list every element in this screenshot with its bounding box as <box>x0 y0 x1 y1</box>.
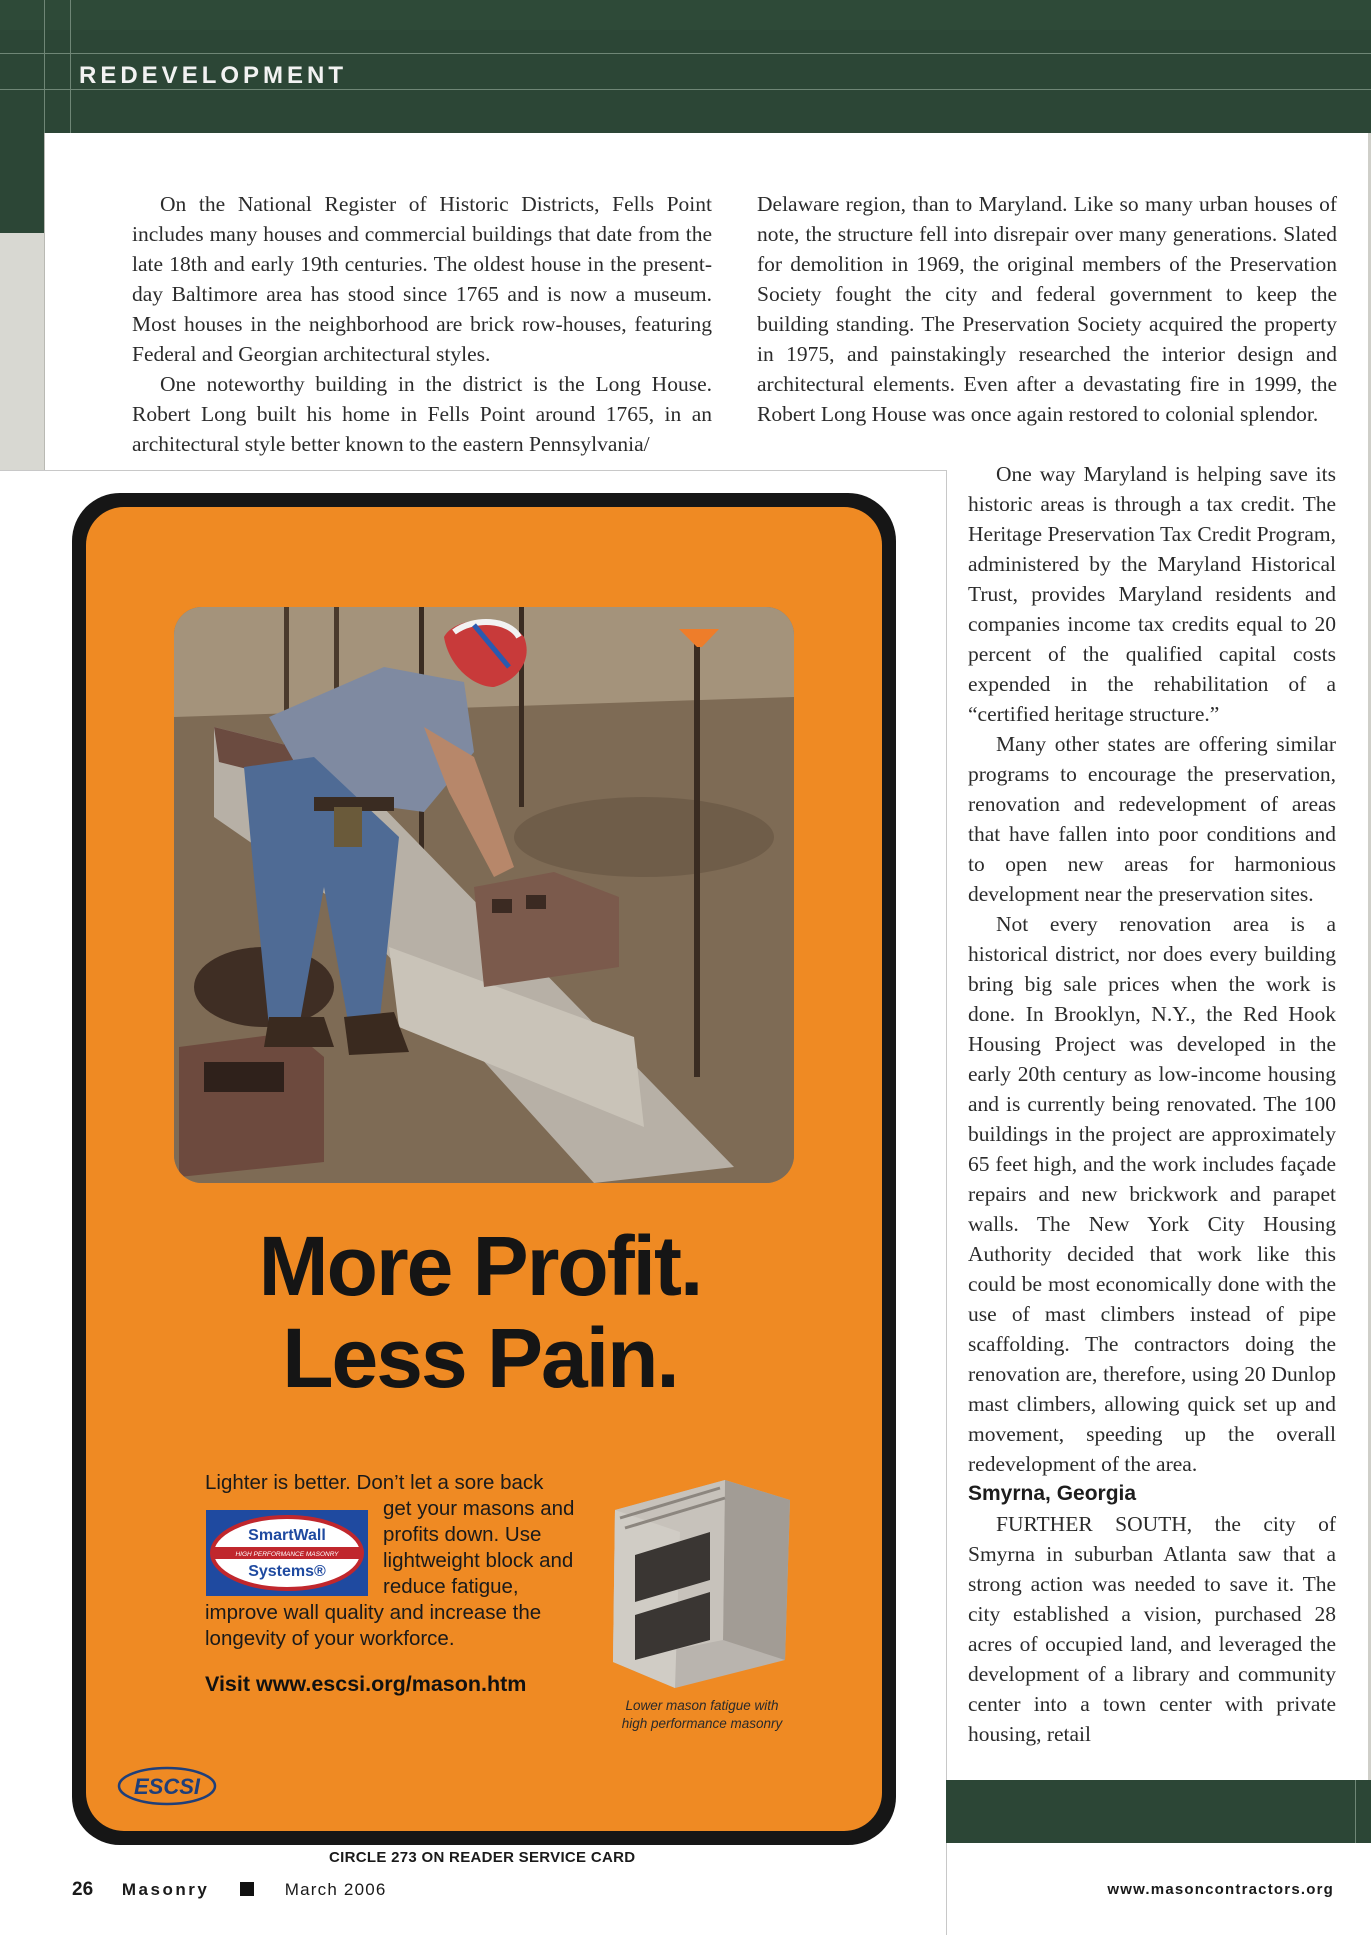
article-column-2 <box>757 189 1337 429</box>
separator-square-icon <box>240 1882 254 1896</box>
block-caption: Lower mason fatigue with high performance masonry <box>621 1698 783 1731</box>
headline-line: Less Pain. <box>282 1311 678 1405</box>
section-label: REDEVELOPMENT <box>79 62 348 89</box>
logo-tagline: HIGH PERFORMANCE MASONRY <box>235 1551 339 1558</box>
magazine-name: Masonry <box>121 1880 210 1899</box>
subheading: Smyrna, Georgia <box>968 1482 1137 1505</box>
escsi-text: ESCSI <box>133 1774 201 1799</box>
ad-copy-line: Lighter is better. Don’t let a sore back <box>205 1471 544 1494</box>
header-rule <box>70 0 71 133</box>
issue-date: March 2006 <box>284 1880 387 1899</box>
header-rule <box>0 53 1371 54</box>
lead-in: FURTHER SOUTH, <box>996 1512 1193 1536</box>
footer-url[interactable]: www.masoncontractors.org <box>1107 1881 1334 1898</box>
paragraph <box>968 1509 1336 1749</box>
paragraph: Delaware region, than to Maryland. Like so many urban houses of note, the structure fell into disrepair over many generations. Slated for demolition in 1969, the original members of the Preservation Society fought the city and federal government to keep the building standing. The Preservation Society acquired the property in 1975, and painstakingly researched the interior design and architectural elements. Even after a devastating fire in 1999, the Robert Long House was once again restored to colonial splendor. <box>757 192 1337 426</box>
paragraph: One way Maryland is helping save its historic areas is through a tax credit. The Heritage Preservation Tax Credit Program, administered by the Maryland Historical Trust, provides Maryland residents and companies income tax credits equal to 20 percent of the qualified capital costs expended in the rehabilitation of a “certified heritage structure.” <box>968 462 1336 726</box>
paragraph: Many other states are offering similar programs to encourage the preservation, renovation and redevelopment of areas that have fallen into poor conditions and to open new areas for harmonious development near the preservation sites. <box>968 732 1336 906</box>
ad-copy-line: improve wall quality and increase the longevity of your workforce. <box>205 1601 542 1650</box>
paragraph: On the National Register of Historic Districts, Fells Point includes many houses and commercial buildings that date from the late 18th and early 19th centuries. The oldest house in the present-day Baltimore area has stood since 1765 and is now a museum. Most houses in the neighborhood are brick row-houses, featuring Federal and Georgian architectural styles. <box>132 192 712 366</box>
escsi-logo <box>115 1762 240 1810</box>
concrete-block-image <box>605 1440 795 1690</box>
logo-name: SmartWall <box>248 1527 326 1544</box>
footer-rule <box>1355 1780 1356 1843</box>
article-column-3 <box>968 459 1336 1749</box>
footer-band <box>946 1780 1371 1843</box>
smartwall-logo <box>206 1510 368 1596</box>
header-top-strip <box>0 0 1371 30</box>
headline-line: More Profit. <box>258 1219 702 1313</box>
paragraph: One noteworthy building in the district is the Long House. Robert Long built his home in Fells Point around 1765, in an architectural style better known to the eastern Pennsylvania/ <box>132 372 712 456</box>
ad-copy-indented: get your masons and profits down. Use lightweight block and reduce fatigue, <box>383 1497 575 1598</box>
advertisement-url[interactable]: Visit www.escsi.org/mason.htm <box>205 1672 527 1696</box>
footer <box>72 1879 387 1901</box>
advertisement-headline <box>150 1220 810 1404</box>
margin-accent <box>0 233 44 473</box>
margin-accent <box>0 133 44 233</box>
paragraph: Not every renovation area is a historical district, nor does every building bring big sale prices when the work is done. In Brooklyn, N.Y., the Red Hook Housing Project was developed in the early 20th century as low-income housing and is currently being renovated. The 100 buildings in the project are approximately 65 feet high, and the work includes façade repairs and new brickwork and parapet walls. The New York City Housing Authority decided that work like this could be most economically done with the use of mast climbers instead of pipe scaffolding. The contractors doing the renovation are, therefore, using 20 Dunlop mast climbers, allowing quick set up and movement, speeding up the overall redevelopment of the area. <box>968 912 1336 1476</box>
article-column-1 <box>132 189 712 459</box>
page-number: 26 <box>72 1879 94 1900</box>
header-rule <box>44 0 45 133</box>
reader-service-note: CIRCLE 273 ON READER SERVICE CARD <box>329 1849 636 1866</box>
logo-systems: Systems® <box>248 1563 326 1580</box>
mason-photo <box>174 607 794 1183</box>
paragraph-text: the city of Smyrna in suburban Atlanta saw that a strong action was needed to save it. The city established a vision, purchased 28 acres of occupied land, and leveraged the development of a library and community center into a town center with private housing, retail <box>968 1512 1336 1746</box>
margin-rule <box>44 133 45 473</box>
